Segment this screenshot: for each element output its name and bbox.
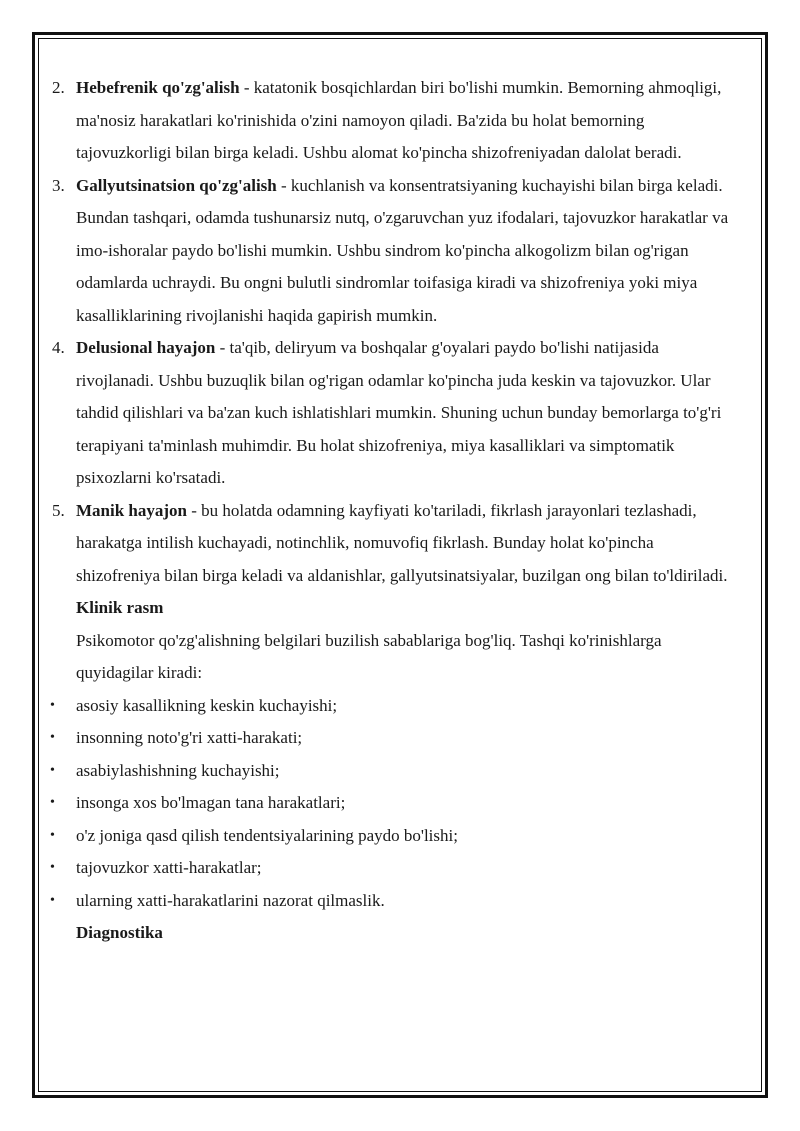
bullet-text: tajovuzkor xatti-harakatlar;: [76, 858, 262, 877]
item-number: 4.: [52, 338, 65, 357]
item-text: - bu holatda odamning kayfiyati ko'tariladi, fikrlash jarayonlari tezlashadi, harakatga intilish kuchayadi, notinchlik, nomuvofiq fikrlash. Bunday holat ko'pincha shizofreniya bilan birga keladi va aldanishlar, gallyutsinatsiyalar, buzilgan ong bilan to'ldiriladi.: [76, 500, 728, 585]
bullet-icon: •: [50, 762, 55, 778]
bullet-item: [50, 722, 736, 755]
item-text: - kuchlanish va konsentratsiyaning kuchayishi bilan birga keladi. Bundan tashqari, odamda tushunarsiz nutq, o'zgaruvchan yuz ifodalari, tajovuzkor harakatlar va imo-ishoralar paydo bo'lishi mumkin. Ushbu sindrom ko'pincha alkogolizm bilan og'rigan odamlarda uchraydi. Bu ongni bulutli sindromlar toifasiga kiradi va shizofreniya yoki miya kasalliklarining rivojlanishi haqida gapirish mumkin.: [76, 175, 729, 325]
bullet-text: asabiylashishning kuchayishi;: [76, 760, 280, 780]
bullet-item: [50, 885, 736, 918]
bullet-item: [50, 755, 736, 788]
bullet-text: insonga xos bo'lmagan tana harakatlari;: [76, 793, 346, 812]
numbered-item-2: [52, 72, 736, 170]
numbered-item-5: [52, 495, 736, 593]
bullet-item: [50, 820, 736, 853]
bullet-icon: •: [50, 697, 55, 713]
bullet-item: [50, 852, 736, 885]
item-text: - katatonik bosqichlardan biri bo'lishi mumkin. Bemorning ahmoqligi, ma'nosiz harakatlari ko'rinishida o'zini namoyon qiladi. Ba'zida bu holat bemorning tajovuzkorligi bilan birga keladi. Ushbu alomat ko'pincha shizofreniyadan dalolat beradi.: [76, 78, 722, 162]
section-heading-diagnostics: Diagnostika: [76, 923, 163, 942]
item-number: 2.: [52, 78, 65, 97]
bullet-icon: •: [50, 795, 55, 810]
section-intro-clinical: Psikomotor qo'zg'alishning belgilari buzilish sabablariga bog'liq. Tashqi ko'rinishlarga quyidagilar kiradi:: [76, 630, 662, 682]
item-text: - ta'qib, deliryum va boshqalar g'oyalari paydo bo'lishi natijasida rivojlanadi. Ushbu buzuqlik bilan og'rigan odamlar ko'pincha juda keskin va tajovuzkor. Ular tahdid qilishlari va ba'zan kuch ishlatishlari mumkin. Shuning uchun bunday bemorlarga to'g'ri terapiyani ta'minlash muhimdir. Bu holat shizofreniya, miya kasalliklari va simptomatik psixozlarni ko'rsatadi.: [76, 338, 722, 487]
bullet-icon: •: [50, 860, 55, 875]
bullet-icon: •: [50, 892, 55, 908]
item-term: Delusional hayajon: [76, 338, 216, 357]
numbered-item-4: [52, 332, 736, 495]
document-body: [50, 72, 736, 950]
bullet-text: insonning noto'g'ri xatti-harakati;: [76, 728, 303, 747]
bullet-text: asosiy kasallikning keskin kuchayishi;: [76, 695, 338, 715]
bullet-icon: •: [50, 730, 55, 745]
item-term: Manik hayajon: [76, 500, 187, 520]
bullet-text: ularning xatti-harakatlarini nazorat qilmaslik.: [76, 890, 385, 910]
numbered-item-3: [52, 170, 736, 333]
bullet-text: o'z joniga qasd qilish tendentsiyalarining paydo bo'lishi;: [76, 825, 458, 845]
item-number: 3.: [52, 175, 65, 195]
bullet-item: [50, 787, 736, 820]
section-heading-clinical: Klinik rasm: [76, 598, 164, 617]
bullet-item: [50, 690, 736, 723]
item-term: Gallyutsinatsion qo'zg'alish: [76, 175, 277, 195]
item-number: 5.: [52, 500, 65, 520]
item-term: Hebefrenik qo'zg'alish: [76, 78, 240, 97]
bullet-icon: •: [50, 827, 55, 843]
